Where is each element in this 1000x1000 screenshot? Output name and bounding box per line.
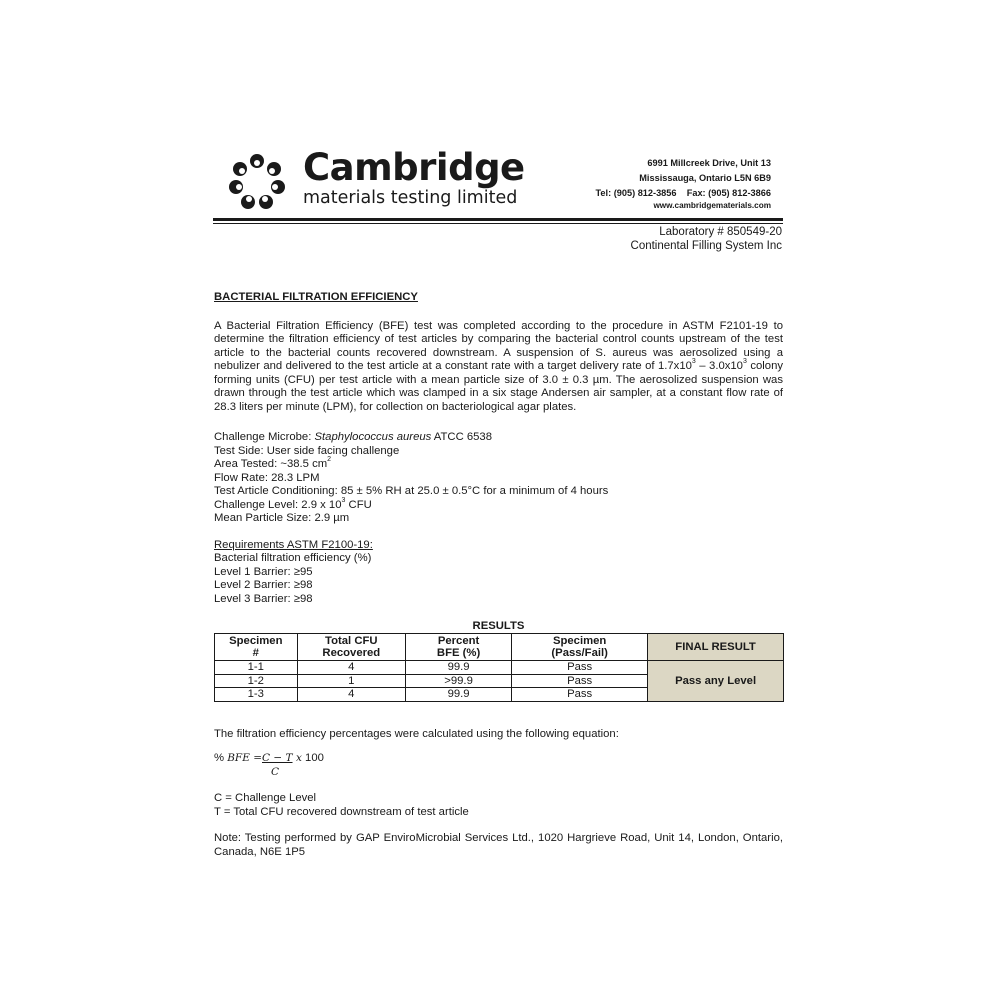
challenge-unit: CFU (345, 498, 372, 511)
equation-percent: % (214, 752, 228, 764)
cell-bfe: 99.9 (405, 688, 511, 702)
definition-c: C = Challenge Level (214, 792, 317, 804)
cell-cfu: 1 (297, 674, 405, 688)
article-conditioning: Test Article Conditioning: 85 ± 5% RH at 25.0 ± 0.5°C for a minimum of 4 hours (214, 485, 609, 497)
equation-denominator: C (271, 766, 280, 778)
cell-result: Pass (512, 661, 648, 675)
final-result-value: Pass any Level (648, 661, 784, 702)
header-final-result: FINAL RESULT (648, 634, 784, 661)
cell-bfe: >99.9 (405, 674, 511, 688)
intro-exponent-2: 3 (742, 358, 747, 366)
cell-specimen: 1-2 (215, 674, 298, 688)
microbe-strain: ATCC 6538 (431, 431, 492, 443)
requirements-subtitle: Bacterial filtration efficiency (%) (214, 552, 372, 564)
level-1-barrier: Level 1 Barrier: ≥95 (214, 565, 313, 578)
challenge-microbe (214, 431, 783, 445)
equation-times: x (296, 752, 302, 764)
equation-hundred: 100 (301, 752, 324, 764)
equation-multiplier (296, 752, 324, 766)
intro-paragraph (214, 320, 783, 415)
challenge-exponent: 3 (341, 496, 346, 504)
address-line-1: 6991 Millcreek Drive, Unit 13 (647, 158, 771, 168)
cell-result: Pass (512, 674, 648, 688)
header-specimen-line2: # (252, 647, 259, 659)
header-total-cfu (297, 634, 405, 661)
header-divider-thin (213, 223, 783, 224)
lab-number: Laboratory # 850549-20 (659, 226, 782, 238)
header-bfe-line1: Percent (437, 634, 480, 647)
area-exponent: 2 (327, 456, 332, 464)
definition-t: T = Total CFU recovered downstream of test article (214, 805, 469, 818)
intro-text-2: – 3.0x10 (695, 360, 743, 372)
bfe-equation (214, 752, 783, 792)
level-2-barrier: Level 2 Barrier: ≥98 (214, 579, 313, 591)
flow-rate: Flow Rate: 28.3 LPM (214, 471, 320, 484)
header-pass-fail (512, 634, 648, 661)
microbe-species: Staphylococcus aureus (314, 431, 432, 443)
area-tested-text: Area Tested: ~38.5 cm (214, 458, 328, 470)
area-tested (214, 458, 783, 472)
cell-specimen: 1-1 (215, 661, 298, 675)
header-passfail-line1: Specimen (552, 634, 607, 647)
header-specimen-line1: Specimen (229, 634, 283, 647)
header-divider-thick (213, 218, 783, 221)
requirements-title: Requirements ASTM F2100-19: (214, 538, 373, 551)
cell-bfe: 99.9 (405, 661, 511, 675)
report-body (214, 291, 783, 859)
company-tagline: materials testing limited (303, 188, 518, 208)
table-row (215, 661, 784, 675)
results-table (214, 633, 784, 702)
header-bfe-line2: BFE (%) (436, 647, 481, 659)
equation-intro: The filtration efficiency percentages were calculated using the following equation: (214, 727, 619, 740)
website-link[interactable]: www.cambridgematerials.com (653, 201, 771, 210)
level-3-barrier: Level 3 Barrier: ≥98 (214, 592, 313, 605)
table-header-row (215, 634, 784, 661)
header-cfu-line2: Recovered (322, 647, 381, 659)
results-title: RESULTS (472, 620, 525, 632)
requirements (214, 539, 783, 607)
header-specimen (215, 634, 298, 661)
cell-result: Pass (512, 688, 648, 702)
header-percent-bfe (405, 634, 511, 661)
intro-text-3: colony forming units (CFU) per test article with a mean particle size of 3.0 ± 0.3 µm. The aerosolized suspension was drawn through the test article which was clamped in a six stage Andersen air sampler, at a constant flow rate of 28.3 liters per minute (LPM), for collection on bacteriological agar plates. (214, 360, 784, 413)
challenge-level-text: Challenge Level: 2.9 x 10 (214, 498, 342, 511)
intro-text-1: A Bacterial Filtration Efficiency (BFE) test was completed according to the procedure in ASTM F2101-19 to determine the filtration efficiency of test articles by comparing the bacterial control counts upstream of the test article to the bacterial counts recovered downstream. A suspension of S. aureus was aerosolized using a nebulizer and delivered to the test article at a constant rate with a target delivery rate of 1.7x10 (214, 319, 783, 372)
client-name: Continental Filling System Inc (630, 240, 782, 252)
company-address (595, 156, 771, 211)
intro-exponent-1: 3 (691, 358, 696, 366)
testing-note: Note: Testing performed by GAP EnviroMicrobial Services Ltd., 1020 Hargrieve Road, Unit 14, London, Ontario, Canada, N6E 1P5 (214, 832, 783, 858)
equation-definitions (214, 792, 783, 819)
test-side: Test Side: User side facing challenge (214, 444, 400, 457)
microbe-label: Challenge Microbe: (214, 431, 315, 443)
lab-reference (631, 225, 782, 253)
header-passfail-line2: (Pass/Fail) (551, 647, 608, 659)
cell-specimen: 1-3 (215, 688, 298, 702)
test-parameters (214, 431, 783, 526)
phone-fax: Tel: (905) 812-3856 Fax: (905) 812-3866 (595, 188, 771, 198)
challenge-level (214, 496, 783, 513)
equation-equals: = (249, 752, 262, 764)
cell-cfu: 4 (297, 661, 405, 675)
equation-bfe: BFE (227, 752, 250, 764)
cell-cfu: 4 (297, 688, 405, 702)
company-name: Cambridge (303, 146, 525, 189)
section-title: BACTERIAL FILTRATION EFFICIENCY (214, 291, 418, 303)
equation-numerator: C − T (262, 752, 293, 764)
mean-particle-size: Mean Particle Size: 2.9 µm (214, 512, 350, 524)
address-line-2: Mississauga, Ontario L5N 6B9 (639, 173, 771, 183)
header-cfu-line1: Total CFU (325, 634, 378, 647)
equation-lhs (214, 752, 262, 766)
gear-ring-logo-icon (226, 152, 288, 210)
